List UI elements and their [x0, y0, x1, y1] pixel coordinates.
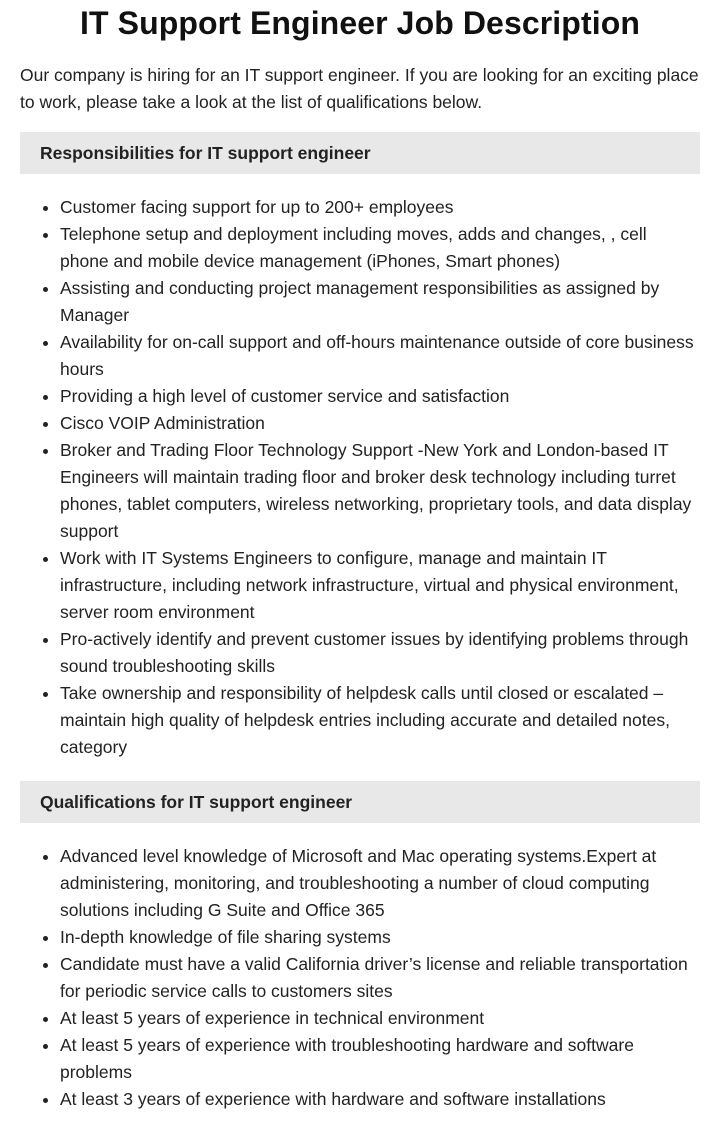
page-title: IT Support Engineer Job Description: [80, 5, 640, 41]
responsibilities-list: [20, 194, 700, 761]
list-item: • Availability for on-call support and off-hours maintenance outside of core business hours: [60, 329, 700, 383]
intro-paragraph: Our company is hiring for an IT support engineer. If you are looking for an exciting place to work, please take a look at the list of qualifications below.: [20, 65, 699, 112]
list-item: • Customer facing support for up to 200+ employees: [60, 194, 700, 221]
list-item: • At least 5 years of experience in technical environment: [60, 1005, 700, 1032]
list-item: • Work with IT Systems Engineers to configure, manage and maintain IT infrastructure, including network infrastructure, virtual and physical environment, server room environment: [60, 545, 700, 626]
responsibilities-heading: Responsibilities for IT support engineer: [20, 132, 700, 174]
qualifications-list: [20, 843, 700, 1113]
qualifications-heading: Qualifications for IT support engineer: [20, 781, 700, 823]
list-item: • At least 5 years of experience with troubleshooting hardware and software problems: [60, 1032, 700, 1086]
list-item: • Take ownership and responsibility of helpdesk calls until closed or escalated – maintain high quality of helpdesk entries including accurate and detailed notes, category: [60, 680, 700, 761]
list-item: • In-depth knowledge of file sharing systems: [60, 924, 700, 951]
list-item: • Cisco VOIP Administration: [60, 410, 700, 437]
list-item: • Telephone setup and deployment including moves, adds and changes, , cell phone and mobile device management (iPhones, Smart phones): [60, 221, 700, 275]
list-item: • At least 3 years of experience with hardware and software installations: [60, 1086, 700, 1113]
list-item: • Assisting and conducting project management responsibilities as assigned by Manager: [60, 275, 700, 329]
list-item: • Pro-actively identify and prevent customer issues by identifying problems through sound troubleshooting skills: [60, 626, 700, 680]
list-item: • Broker and Trading Floor Technology Support -New York and London-based IT Engineers will maintain trading floor and broker desk technology including turret phones, tablet computers, wireless networking, proprietary tools, and data display support: [60, 437, 700, 545]
list-item: • Providing a high level of customer service and satisfaction: [60, 383, 700, 410]
list-item: • Candidate must have a valid California driver’s license and reliable transportation for periodic service calls to customers sites: [60, 951, 700, 1005]
list-item: • Advanced level knowledge of Microsoft and Mac operating systems.Expert at administering, monitoring, and troubleshooting a number of cloud computing solutions including G Suite and Office 365: [60, 843, 700, 924]
